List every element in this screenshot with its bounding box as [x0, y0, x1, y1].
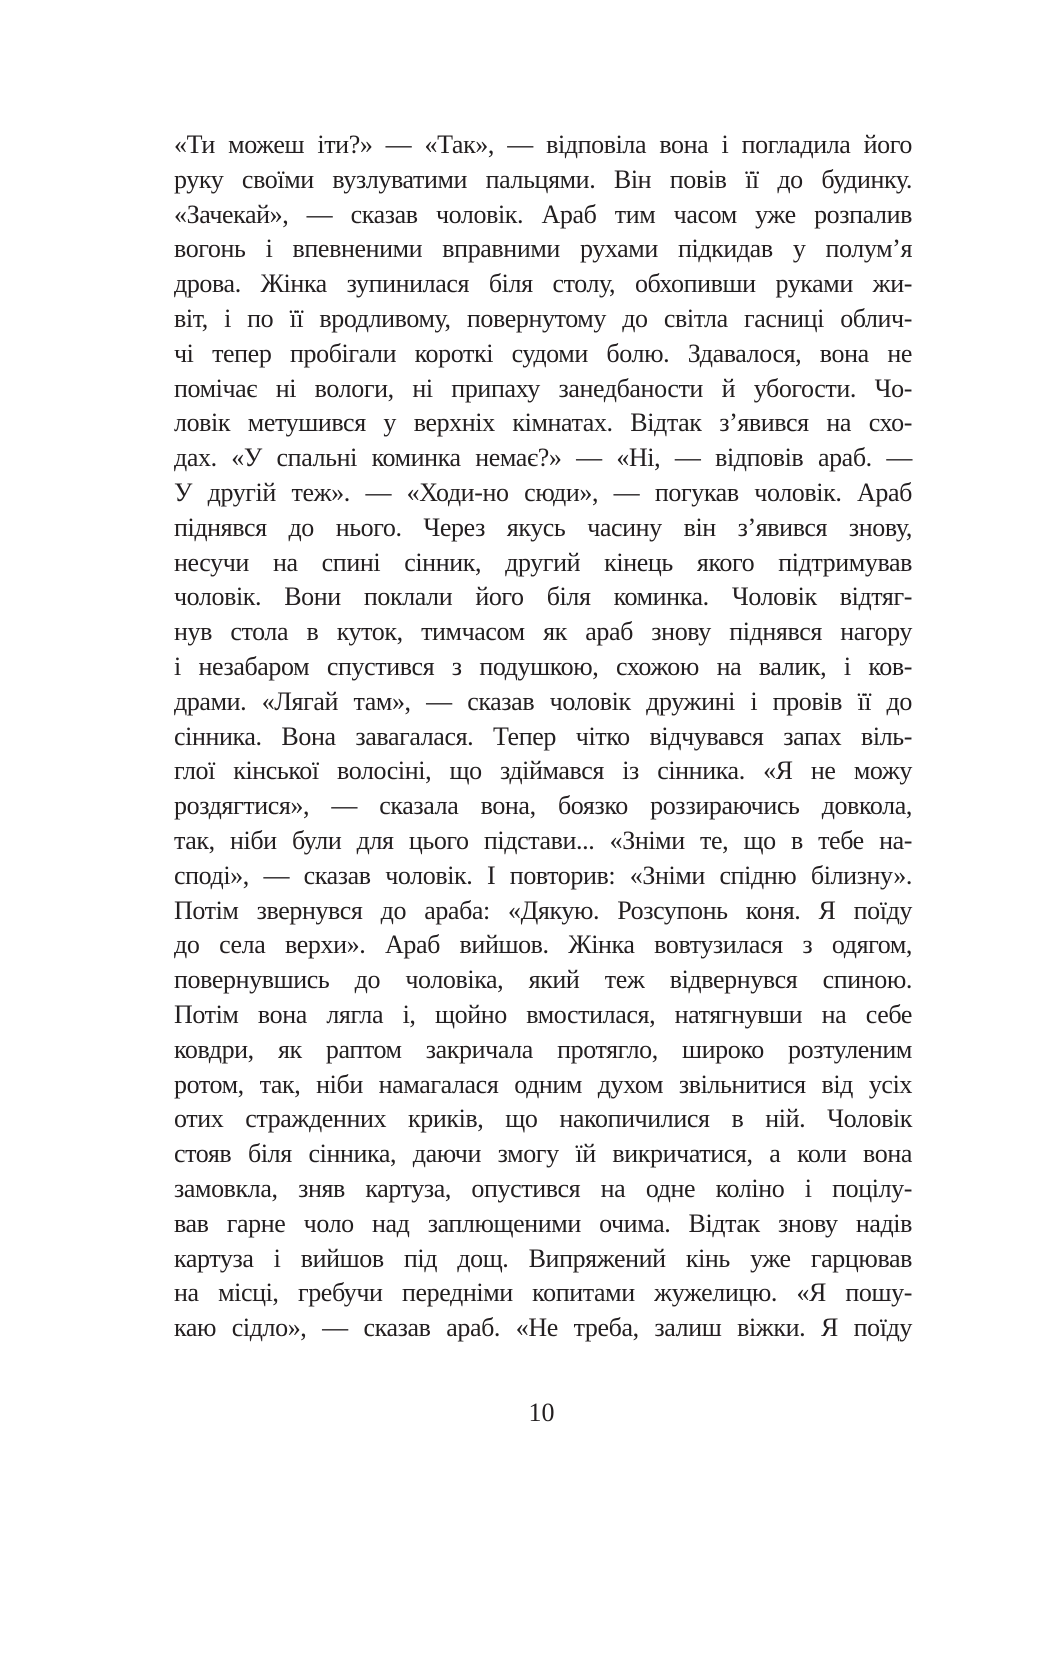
text-line: стояв біля сінника, даючи змогу їй викричатися, а коли вона — [174, 1139, 912, 1169]
text-line: помічає ні вологи, ні припаху занедбаности й убогости. Чо- — [174, 373, 912, 403]
text-line: віт, і по її вродливому, повернутому до світла гасниці облич- — [174, 303, 912, 333]
text-line: картуза і вийшов під дощ. Випряжений кінь уже гарцював — [174, 1243, 912, 1273]
text-line: нув стола в куток, тимчасом як араб знову піднявся нагору — [174, 617, 912, 647]
text-line: і незабаром спустився з подушкою, схожою на валик, і ков- — [174, 651, 912, 681]
text-line: на місці, гребучи передніми копитами жужелицю. «Я пошу- — [174, 1278, 912, 1308]
text-line: «Зачекай», — сказав чоловік. Араб тим часом уже розпалив — [174, 199, 912, 229]
text-line: Потім вона лягла і, щойно вмостилася, натягнувши на себе — [174, 999, 912, 1029]
text-line: ковдри, як раптом закричала протягло, широко розтуленим — [174, 1034, 912, 1064]
text-line: роздягтися», — сказала вона, боязко роззираючись довкола, — [174, 791, 912, 821]
text-line: «Ти можеш іти?» — «Так», — відповіла вона і погладила його — [174, 130, 912, 159]
body-text — [174, 128, 912, 1346]
text-line: так, ніби були для цього підстави... «Зніми те, що в тебе на- — [174, 825, 912, 855]
text-line: ловік метушився у верхніх кімнатах. Відтак з’явився на схо- — [174, 408, 912, 438]
text-line: чоловік. Вони поклали його біля коминка. Чоловік відтяг- — [174, 582, 912, 612]
text-line: вогонь і впевненими вправними рухами підкидав у полум’я — [174, 234, 912, 264]
text-line: Потім звернувся до араба: «Дякую. Розсупонь коня. Я поїду — [174, 895, 912, 925]
text-line: драми. «Лягай там», — сказав чоловік дружині і провів її до — [174, 686, 912, 716]
text-line: каю сідло», — сказав араб. «Не треба, залиш віжки. Я поїду — [174, 1313, 912, 1343]
text-line: чі тепер пробігали короткі судоми болю. Здавалося, вона не — [174, 338, 912, 368]
text-line: несучи на спині сінник, другий кінець якого підтримував — [174, 547, 912, 577]
text-line: ротом, так, ніби намагалася одним духом звільнитися від усіх — [174, 1069, 912, 1099]
text-line: У другій теж». — «Ходи-но сюди», — погукав чоловік. Араб — [174, 477, 912, 507]
page-number: 10 — [528, 1398, 555, 1427]
text-line: до села верхи». Араб вийшов. Жінка вовтузилася з одягом, — [174, 930, 912, 960]
text-line: руку своїми вузлуватими пальцями. Він повів її до будинку. — [174, 164, 912, 194]
text-line: дрова. Жінка зупинилася біля столу, обхопивши руками жи- — [174, 269, 912, 299]
text-line: замовкла, зняв картуза, опустився на одне коліно і поцілу- — [174, 1173, 912, 1203]
text-line: піднявся до нього. Через якусь часину він з’явився знову, — [174, 512, 912, 542]
text-line: споді», — сказав чоловік. І повторив: «Зніми спідню білизну». — [174, 860, 912, 890]
text-line: дах. «У спальні коминка немає?» — «Ні, — відповів араб. — — [174, 443, 912, 473]
text-line: повернувшись до чоловіка, який теж відвернувся спиною. — [174, 965, 912, 995]
text-line: отих стражденних криків, що накопичилися в ній. Чоловік — [174, 1104, 912, 1134]
text-line: вав гарне чоло над заплющеними очима. Відтак знову надів — [174, 1208, 912, 1238]
text-line: сінника. Вона завагалася. Тепер чітко відчувався запах віль- — [174, 721, 912, 751]
text-line: глої кінської волосіні, що здіймався із сінника. «Я не можу — [174, 756, 912, 786]
